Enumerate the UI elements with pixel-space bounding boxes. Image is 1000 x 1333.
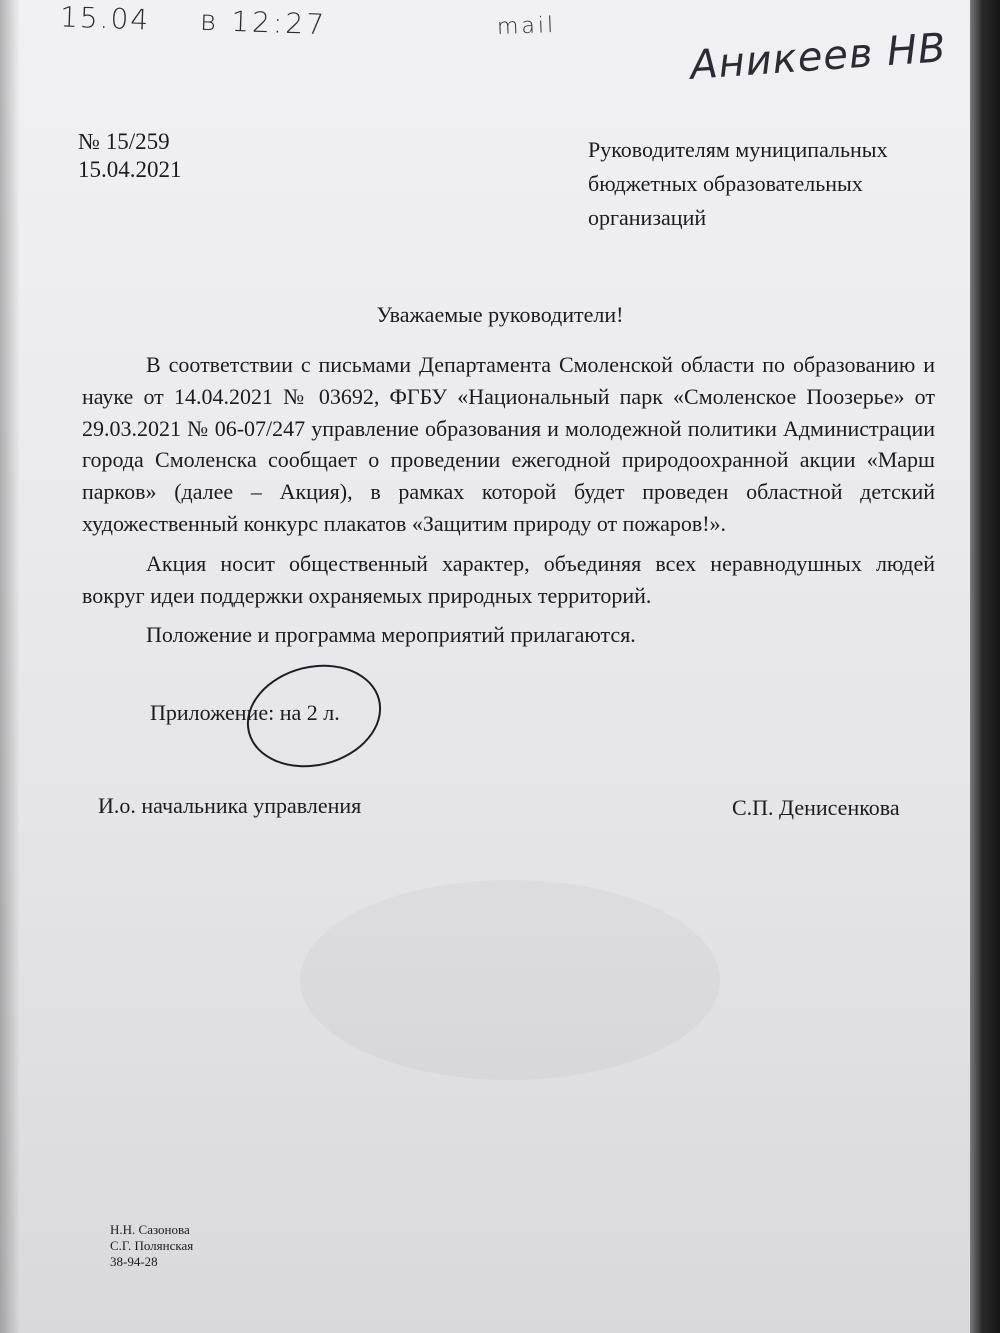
background-edge	[970, 0, 1000, 1333]
addressee-line: бюджетных образовательных	[588, 171, 863, 196]
addressee-line: организаций	[588, 205, 707, 230]
document-number: № 15/259	[78, 129, 170, 154]
paper-shadow	[0, 0, 20, 1333]
signatory-name: С.П. Денисенкова	[732, 795, 900, 820]
addressee-block	[588, 133, 938, 235]
greeting: Уважаемые руководители!	[376, 302, 624, 327]
handwritten-time: в 12:27	[199, 3, 328, 42]
handwritten-date: 15.04	[59, 0, 151, 37]
executor-line: Н.Н. Сазонова	[110, 1222, 190, 1237]
document-date: 15.04.2021	[78, 157, 182, 182]
body-paragraph: Акция носит общественный характер, объединяя всех неравнодушных людей вокруг идеи поддержки охраняемых природных территорий.	[82, 550, 935, 608]
annex-note: Приложение: на 2 л.	[150, 700, 340, 725]
hand-drawn-circle	[236, 651, 392, 781]
letter-body	[82, 349, 935, 651]
handwritten-signature: Аникеев НВ	[688, 25, 948, 89]
handwritten-mail-note: mail	[496, 12, 557, 41]
executors-block	[110, 1222, 193, 1270]
signatory-role: И.о. начальника управления	[98, 793, 362, 818]
addressee-line: Руководителям муниципальных	[588, 137, 888, 162]
body-paragraph: В соответствии с письмами Департамента Смоленской области по образованию и науке от 14.04.2021 № 03692, ФГБУ «Национальный парк «Смоленское Поозерье» от 29.03.2021 № 06-07/247 управление образования и молодежной политики Администрации города Смоленска сообщает о проведении ежегодной природоохранной акции «Марш парков» (далее – Акция), в рамках которой будет проведен областной детский художественный конкурс плакатов «Защитим природу от пожаров!».	[82, 352, 935, 536]
paper-smudge	[300, 880, 720, 1080]
executor-line: С.Г. Полянская	[110, 1238, 194, 1253]
executor-phone: 38-94-28	[110, 1254, 158, 1269]
body-paragraph: Положение и программа мероприятий прилагаются.	[146, 622, 636, 648]
